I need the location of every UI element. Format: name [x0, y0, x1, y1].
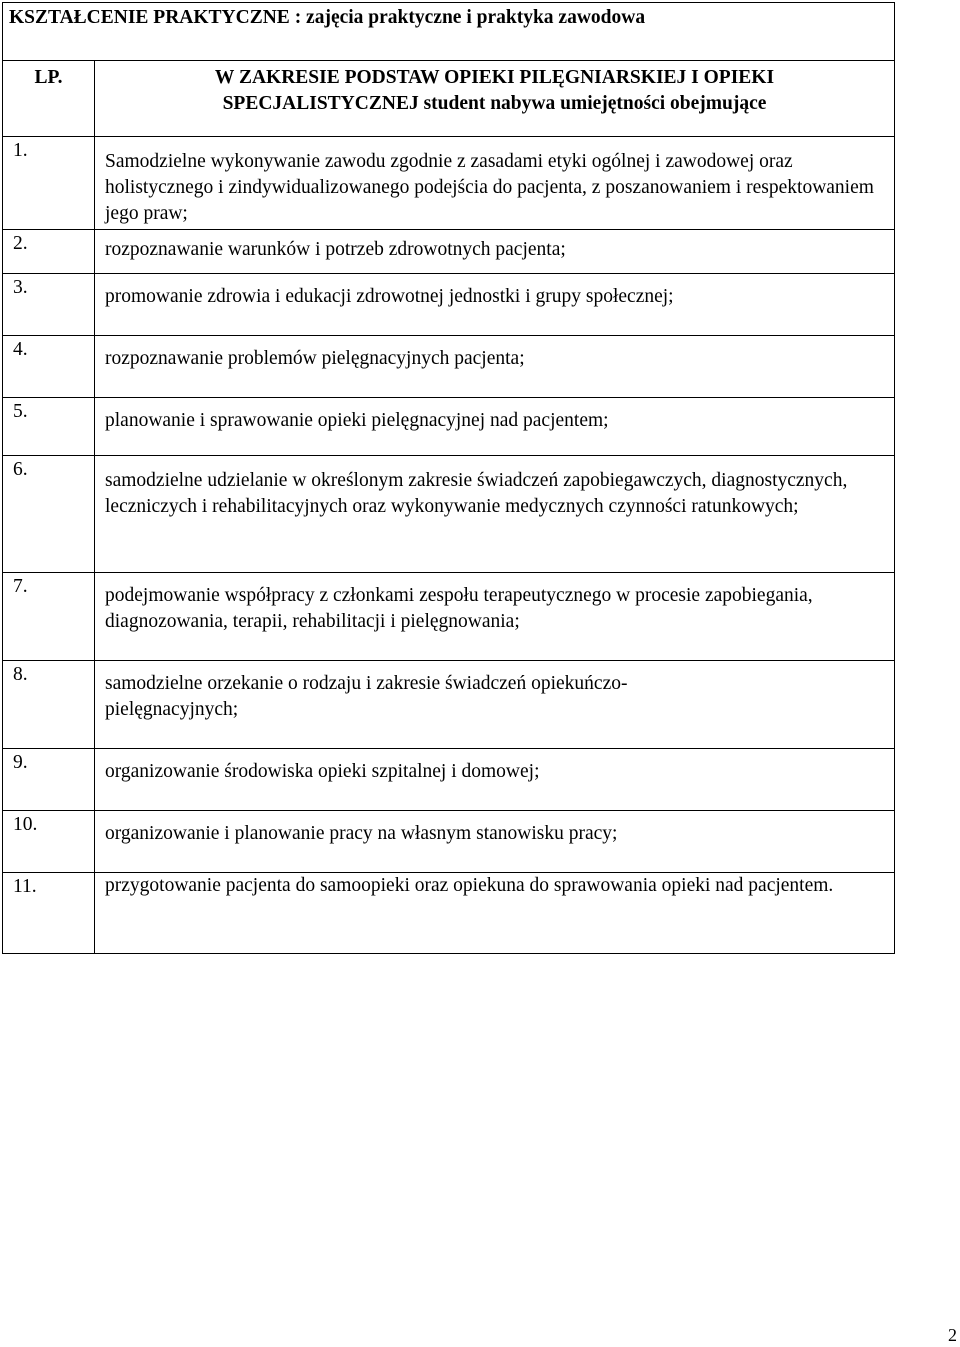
table-row: [3, 456, 895, 573]
scope-header-line2: SPECJALISTYCZNEJ student nabywa umiejętności obejmujące: [222, 93, 767, 114]
row-number: 8.: [3, 661, 95, 749]
table-row: [3, 230, 895, 274]
row-number: 3.: [3, 274, 95, 336]
table-title: KSZTAŁCENIE PRAKTYCZNE : zajęcia praktyczne i praktyka zawodowa: [3, 3, 895, 61]
row-text: organizowanie środowiska opieki szpitalnej i domowej;: [95, 749, 895, 811]
header-row: [3, 61, 895, 137]
table-row: [3, 749, 895, 811]
row-number: 6.: [3, 456, 95, 573]
page-number: 2: [948, 1325, 957, 1345]
row-number: 4.: [3, 336, 95, 398]
row-number: 11.: [3, 873, 95, 954]
row-text: samodzielne orzekanie o rodzaju i zakresie świadczeń opiekuńczo-pielęgnacyjnych;: [95, 661, 895, 749]
scope-header-line1: W ZAKRESIE PODSTAW OPIEKI PILĘGNIARSKIEJ I OPIEKI: [214, 67, 775, 88]
row-number: 1.: [3, 137, 95, 230]
table-row: [3, 398, 895, 456]
row-number: 7.: [3, 573, 95, 661]
lp-header: LP.: [3, 61, 95, 137]
skills-table: [2, 2, 895, 954]
row-text: planowanie i sprawowanie opieki pielęgnacyjnej nad pacjentem;: [95, 398, 895, 456]
row-text: rozpoznawanie warunków i potrzeb zdrowotnych pacjenta;: [95, 230, 895, 274]
row-text: organizowanie i planowanie pracy na własnym stanowisku pracy;: [95, 811, 895, 873]
scope-header: [95, 61, 895, 137]
table-row: [3, 573, 895, 661]
title-row: [3, 3, 895, 61]
row-text: promowanie zdrowia i edukacji zdrowotnej jednostki i grupy społecznej;: [95, 274, 895, 336]
table-row: [3, 137, 895, 230]
table-row: [3, 274, 895, 336]
table-row: [3, 336, 895, 398]
row-text: rozpoznawanie problemów pielęgnacyjnych pacjenta;: [95, 336, 895, 398]
row-number: 10.: [3, 811, 95, 873]
row-text: Samodzielne wykonywanie zawodu zgodnie z zasadami etyki ogólnej i zawodowej oraz holistycznego i zindywidualizowanego podejścia do pacjenta, z poszanowaniem i respektowaniem jego praw;: [95, 137, 895, 230]
row-text: podejmowanie współpracy z członkami zespołu terapeutycznego w procesie zapobiegania, diagnozowania, terapii, rehabilitacji i pielęgnowania;: [95, 573, 895, 661]
table-row: [3, 661, 895, 749]
row-text: przygotowanie pacjenta do samoopieki oraz opiekuna do sprawowania opieki nad pacjentem.: [95, 873, 895, 954]
row-text: samodzielne udzielanie w określonym zakresie świadczeń zapobiegawczych, diagnostycznych, leczniczych i rehabilitacyjnych oraz wykonywanie medycznych czynności ratunkowych;: [95, 456, 895, 573]
row-number: 2.: [3, 230, 95, 274]
row-number: 5.: [3, 398, 95, 456]
row-number: 9.: [3, 749, 95, 811]
table-row: [3, 811, 895, 873]
table-row: [3, 873, 895, 954]
